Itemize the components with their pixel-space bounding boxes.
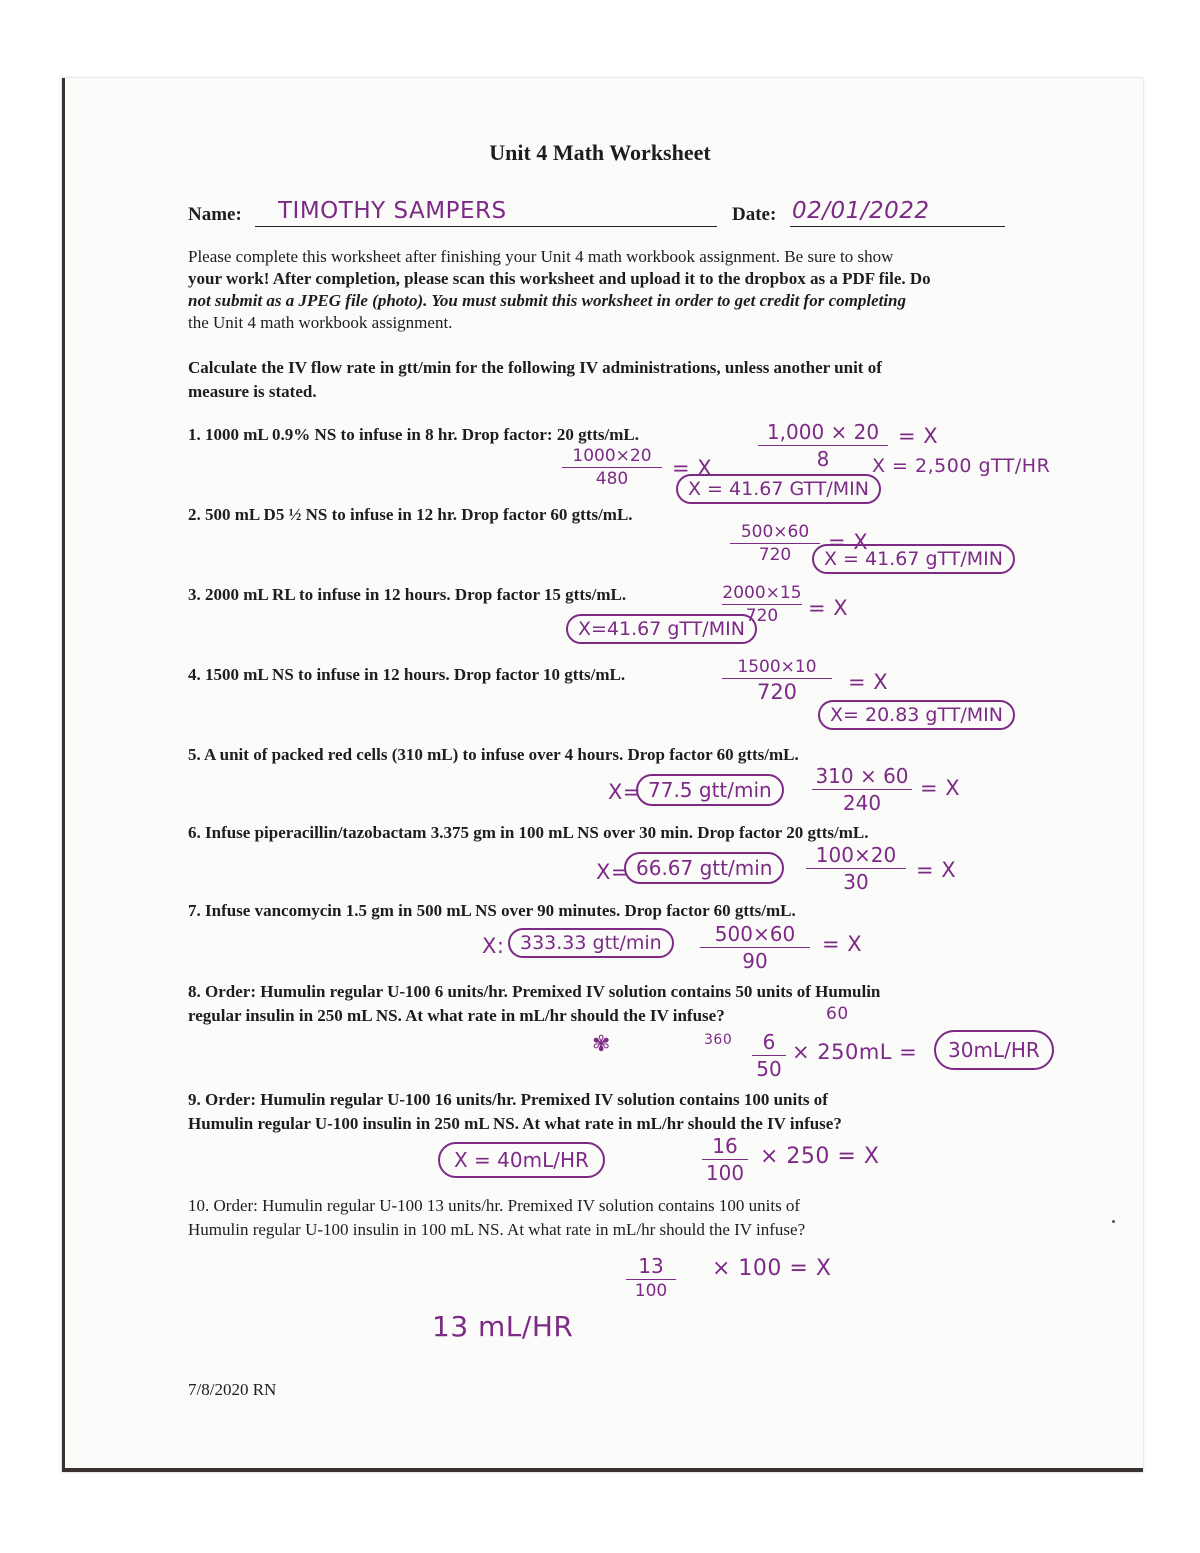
question-9-line-2: Humulin regular U-100 insulin in 250 mL NS. At what rate in mL/hr should the IV infuse? [188,1114,842,1133]
q1-a-equals: = X [898,424,939,448]
question-8-line-1: 8. Order: Humulin regular U-100 6 units/hr. Premixed IV solution contains 50 units of Humulin [188,982,881,1001]
q5-fraction [812,764,912,815]
q1-fraction-a [758,420,888,471]
q1-a-denominator: 8 [816,447,830,471]
q7-denominator: 90 [742,949,768,973]
instruction-line-2: measure is stated. [188,382,317,401]
q8-answer: 30mL/HR [934,1030,1054,1070]
q9-bar [702,1159,748,1160]
q10-bar [626,1279,676,1280]
intro-line-1: Please complete this worksheet after finishing your Unit 4 math workbook assignment. Be sure to show [188,247,894,266]
q7-fraction [700,922,810,973]
q8-fraction [752,1030,786,1081]
q6-denominator: 30 [843,870,869,894]
q4-equals: = X [848,670,889,694]
question-4: 4. 1500 mL NS to infuse in 12 hours. Drop factor 10 gtts/mL. [188,665,626,684]
q5-denominator: 240 [842,791,882,815]
date-label: Date: [732,204,777,225]
q10-answer: 13 mL/HR [432,1310,574,1343]
q4-answer: X= 20.83 gTT/MIN [818,700,1015,730]
q1-answer: X = 41.67 GTT/MIN [676,474,881,504]
q10-denominator: 100 [634,1281,668,1301]
q3-denominator: 720 [745,606,779,626]
q5-equals: = X [920,776,961,800]
q8-scribble-2: 360 [704,1032,733,1048]
question-6: 6. Infuse piperacillin/tazobactam 3.375 gm in 100 mL NS over 30 min. Drop factor 20 gtts/mL. [188,823,869,842]
q3-equals: = X [808,596,849,620]
name-line [255,225,717,227]
q1-a-result: X = 2,500 gTT/HR [872,455,1051,477]
q6-numerator: 100×20 [815,843,897,867]
q9-denominator: 100 [705,1161,745,1185]
question-8-line-2: regular insulin in 250 mL NS. At what rate in mL/hr should the IV infuse? [188,1006,725,1025]
q2-fraction [730,522,820,565]
intro-line-3: not submit as a JPEG file (photo). You must submit this worksheet in order to get credit for completing [188,291,907,310]
q9-multiply: × 250 = X [760,1144,880,1169]
q6-prefix: X= [596,860,629,884]
q4-numerator: 1500×10 [737,657,817,677]
q5-numerator: 310 × 60 [815,764,909,788]
q8-scribble-mark: ✾ [592,1032,611,1057]
scan-speck [1112,1220,1115,1223]
q2-bar [730,543,820,544]
q1-a-numerator: 1,000 × 20 [766,420,880,444]
worksheet-title: Unit 4 Math Worksheet [489,140,711,165]
date-line [790,225,1005,227]
q2-numerator: 500×60 [740,522,810,542]
q5-answer: 77.5 gtt/min [636,774,784,806]
q4-bar [722,678,832,679]
q8-denominator: 50 [756,1057,782,1081]
q4-denominator: 720 [756,680,798,704]
q8-bar [752,1055,786,1056]
name-label: Name: [188,204,242,225]
q6-bar [806,868,906,869]
q8-scribble-1: 60 [826,1004,849,1024]
q8-numerator: 6 [762,1030,776,1054]
q5-prefix: X= [608,780,641,804]
question-10-line-1: 10. Order: Humulin regular U-100 13 units/hr. Premixed IV solution contains 100 units of [188,1196,801,1215]
q10-numerator: 13 [638,1254,664,1278]
q2-equals: = X [828,530,869,554]
q9-fraction [702,1134,748,1185]
question-5: 5. A unit of packed red cells (310 mL) to infuse over 4 hours. Drop factor 60 gtts/mL. [188,745,799,764]
question-3: 3. 2000 mL RL to infuse in 12 hours. Drop factor 15 gtts/mL. [188,585,627,604]
intro-line-4: the Unit 4 math workbook assignment. [188,313,453,332]
intro-line-2: your work! After completion, please scan this worksheet and upload it to the dropbox as a PDF file. Do [188,269,931,288]
q1-b-numerator: 1000×20 [572,446,652,466]
q8-multiply: × 250mL = [792,1040,918,1064]
q4-fraction [722,657,832,704]
name-value: TIMOTHY SAMPERS [278,198,507,224]
q3-bar [722,604,802,605]
q3-answer: X=41.67 gTT/MIN [566,614,757,644]
q2-denominator: 720 [758,545,792,565]
q5-bar [812,789,912,790]
q7-bar [700,947,810,948]
q7-answer: 333.33 gtt/min [508,928,674,958]
q1-a-bar [758,445,888,446]
q1-b-equals: = X [672,456,713,480]
q1-b-bar [562,467,662,468]
q6-equals: = X [916,858,957,882]
q1-b-denominator: 480 [595,469,629,489]
date-value: 02/01/2022 [792,198,930,224]
q10-multiply: × 100 = X [712,1256,832,1281]
question-1: 1. 1000 mL 0.9% NS to infuse in 8 hr. Drop factor: 20 gtts/mL. [188,425,639,444]
q7-equals: = X [822,932,863,956]
question-7: 7. Infuse vancomycin 1.5 gm in 500 mL NS over 90 minutes. Drop factor 60 gtts/mL. [188,901,796,920]
question-2: 2. 500 mL D5 ½ NS to infuse in 12 hr. Drop factor 60 gtts/mL. [188,505,633,524]
q9-numerator: 16 [712,1134,738,1158]
instruction-line-1: Calculate the IV flow rate in gtt/min for the following IV administrations, unless another unit of [188,358,882,377]
q7-numerator: 500×60 [714,922,796,946]
q7-prefix: X: [482,934,505,958]
q1-fraction-b [562,446,662,489]
footer-date: 7/8/2020 RN [188,1380,277,1399]
q6-answer: 66.67 gtt/min [624,852,784,884]
q3-numerator: 2000×15 [722,583,802,603]
q2-answer: X = 41.67 gTT/MIN [812,544,1015,574]
question-10-line-2: Humulin regular U-100 insulin in 100 mL NS. At what rate in mL/hr should the IV infuse? [188,1220,806,1239]
question-9-line-1: 9. Order: Humulin regular U-100 16 units/hr. Premixed IV solution contains 100 units of [188,1090,828,1109]
q9-answer: X = 40mL/HR [438,1142,605,1178]
q10-fraction [626,1254,676,1301]
q6-fraction [806,843,906,894]
